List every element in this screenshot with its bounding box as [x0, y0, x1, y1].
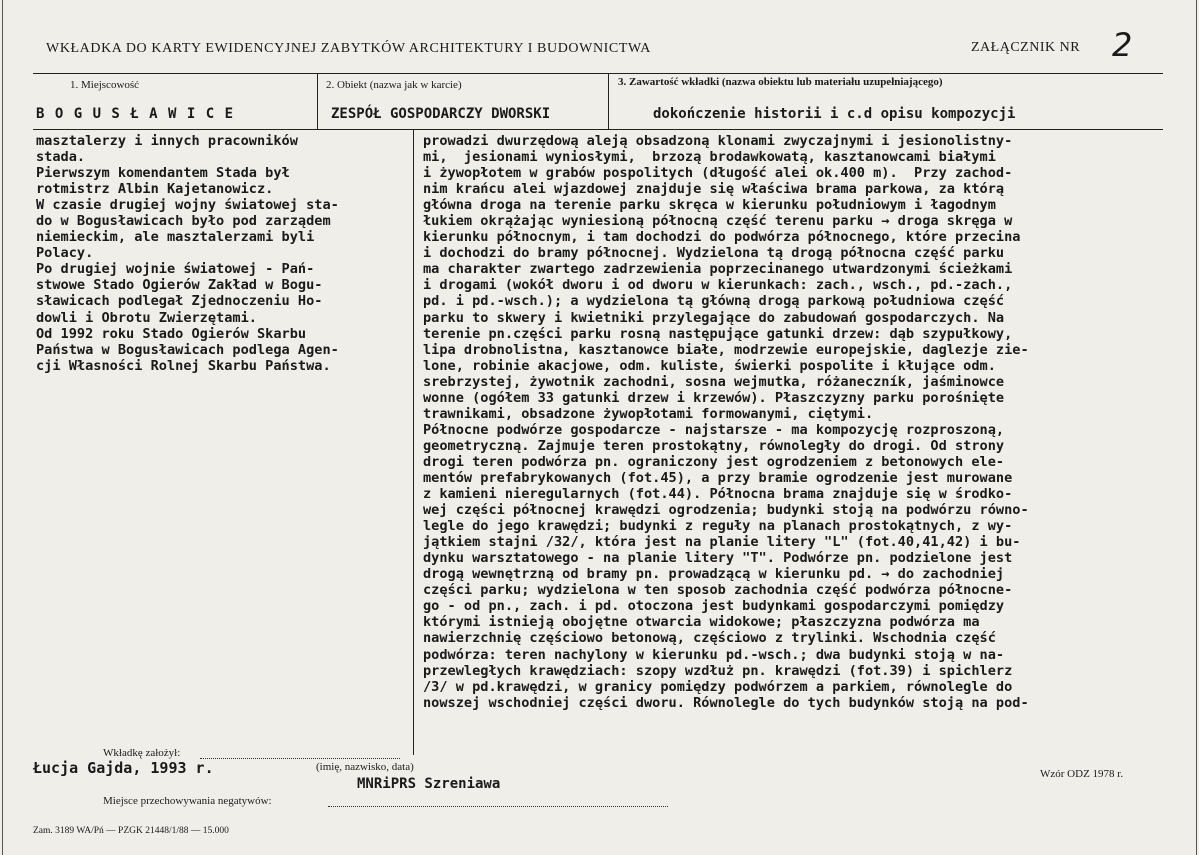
text-line: legle do jego krawędzi; budynki z reguły na planach prostokątnych, z wy-: [423, 518, 1013, 535]
text-line: Po drugiej wojnie światowej - Pań-: [36, 261, 315, 278]
text-line: z kamieni nieregularnych (fot.44). Północna brama znajduje się w środko-: [423, 486, 1013, 503]
text-line: pd. i pd.-wsch.); a wydzielona tą główną drogą parkową południowa część: [423, 293, 1005, 310]
right-column-text: [423, 133, 1029, 711]
text-line: części parku; wydzielona w ten sposob zachodnia część podwórza północne-: [423, 582, 1013, 599]
field-2-label: 2. Obiekt (nazwa jak w karcie): [326, 79, 462, 91]
field-1-value: B O G U S Ł A W I C E: [36, 106, 235, 122]
column-divider: [413, 130, 414, 755]
text-line: stwowe Stado Ogierów Zakład w Bogu-: [36, 277, 323, 294]
text-line: srebrzystej, żywotnik zachodni, sosna wejmutka, różaneczník, jaśminowce: [423, 373, 1005, 390]
text-line: niemieckim, ale masztalerzami byli: [36, 229, 315, 246]
text-line: lone, robinie akacjowe, odm. kuliste, świerki pospolite i kłujące odm.: [423, 357, 996, 374]
annex-number: 2: [1112, 26, 1133, 64]
text-line: lipa drobnolistna, kasztanowce białe, modrzewie europejskie, daglezje zie-: [423, 341, 1029, 358]
text-line: rotmistrz Albin Kajetanowicz.: [36, 181, 274, 198]
text-line: i żywopłotem w grabów pospolitych (długość alei ok.400 m). Przy zachod-: [423, 165, 1013, 182]
form-title: WKŁADKA DO KARTY EWIDENCYJNEJ ZABYTKÓW ARCHITEKTURY I BUDOWNICTWA: [46, 41, 651, 56]
text-line: dowli i Obrotu Zwierzętami.: [36, 309, 257, 326]
text-line: masztalerzy i innych pracowników: [36, 133, 298, 149]
text-line: Pierwszym komendantem Stada był: [36, 165, 290, 182]
print-order: Zam. 3189 WA/Pń — PZGK 21448/1/88 — 15.000: [33, 826, 229, 836]
insert-by-dotted-line: [200, 758, 400, 759]
text-line: nim krańcu alei wjazdowej znajduje się właściwa brama parkowa, za którą: [423, 181, 1005, 198]
header-rule-top: [33, 73, 1163, 74]
text-line: drogi teren podwórza pn. ograniczony jest ogrodzeniem z betonowych ele-: [423, 453, 1005, 470]
text-line: prowadzi dwurzędową aleją obsadzoną klonami zwyczajnymi i jesionolistny-: [423, 133, 1013, 149]
text-line: geometryczną. Zajmuje teren prostokątny, równoległy do drogi. Od strony: [423, 437, 1005, 454]
text-line: cji Własności Rolnej Skarbu Państwa.: [36, 357, 331, 374]
text-line: nowszej wschodniej części dworu. Równolegle do tych budynków stoją na pod-: [423, 694, 1029, 711]
text-line: kierunku północnym, i tam dochodzi do podwórza północnego, które przecina: [423, 229, 1021, 246]
annex-label: ZAŁĄCZNIK NR: [971, 40, 1081, 55]
field-2-value: ZESPÓŁ GOSPODARCZY DWORSKI: [331, 106, 551, 122]
text-line: wej części północnej krawędzi ogrodzenia; budynki stoją na podwórzu równo-: [423, 502, 1029, 519]
text-line: główna droga na terenie parku skręca w kierunku południowym i łagodnym: [423, 197, 996, 214]
left-column-text: [36, 133, 339, 374]
text-line: nawierzchnię częściowo betonową, częściowo z trylinki. Wschodnia część: [423, 630, 996, 647]
text-line: trawnikami, obsadzone żywopłotami formowanymi, ciętymi.: [423, 405, 874, 422]
text-line: terenie pn.części parku rosną następujące gatunki drzew: dąb szypułkowy,: [423, 325, 1013, 342]
text-line: Państwa w Bogusławicach podlega Agen-: [36, 341, 339, 358]
field-1-label: 1. Miejscowość: [70, 79, 140, 91]
storage-label: Miejsce przechowywania negatywów:: [103, 795, 272, 807]
text-line: sławicach podlegał Zjednoczeniu Ho-: [36, 293, 323, 310]
text-line: W czasie drugiej wojny światowej sta-: [36, 197, 339, 214]
text-line: i dochodzi do bramy północnej. Wydzielona tą drogą północna część parku: [423, 245, 1005, 262]
text-line: i drogami (wokół dworu i od dworu w kierunkach: zach., wsch., pd.-zach.,: [423, 277, 1013, 294]
text-line: przewległych krawędziach: szopy wzdłuż pn. krawędzi (fot.39) i spichlerz: [423, 662, 1013, 679]
text-line: do w Bogusławicach było pod zarządem: [36, 213, 331, 230]
text-line: Polacy.: [36, 245, 94, 262]
field-divider-2: [608, 73, 609, 130]
text-line: mi, jesionami wyniosłymi, brzozą brodawkowatą, kasztanowcami białymi: [423, 149, 996, 166]
storage-dotted-line: [328, 806, 668, 807]
model-label: Wzór ODZ 1978 r.: [1040, 768, 1124, 780]
page-border-left: [2, 0, 3, 855]
text-line: go - od pn., zach. i pd. otoczona jest budynkami gospodarczymi pomiędzy: [423, 598, 1005, 615]
insert-by-label: Wkładkę założył:: [103, 747, 181, 759]
text-line: dynku warsztatowego - na planie litery "T". Podwórze pn. podzielone jest: [423, 550, 1013, 567]
header-rule-bottom: [33, 129, 1163, 130]
text-line: parku to skwery i kwietniki przylegające do zabudowań gospodarczych. Na: [423, 309, 1005, 326]
field-3-label: 3. Zawartość wkładki (nazwa obiektu lub materiału uzupełniającego): [618, 76, 943, 88]
field-divider-1: [317, 73, 318, 130]
name-hint: (imię, nazwisko, data): [316, 761, 414, 773]
text-line: mentów prefabrykowanych (fot.45), a przy bramie ogrodzenie jest murowane: [423, 469, 1013, 486]
text-line: ma charakter zwartego zadrzewienia poprzecinanego utwardzonymi ścieżkami: [423, 261, 1013, 278]
text-line: jątkiem stajni /32/, która jest na planie litery "L" (fot.40,41,42) i bu-: [423, 534, 1021, 551]
storage-value: MNRiPRS Szreniawa: [357, 776, 501, 792]
text-line: Od 1992 roku Stado Ogierów Skarbu: [36, 325, 307, 342]
insert-by-value: Łucja Gajda, 1993 r.: [33, 759, 214, 777]
text-line: podwórza: teren nachylony w kierunku pd.-wsch.; dwa budynki stoją w na-: [423, 646, 1005, 663]
field-3-value: dokończenie historii i c.d opisu kompozycji: [653, 106, 1016, 122]
text-line: którymi istnieją obojętne otwarcia widokowe; płaszczyzna podwórza ma: [423, 614, 980, 631]
text-line: Północne podwórze gospodarcze - najstarsze - ma kompozycję rozproszoną,: [423, 421, 1005, 438]
text-line: drogą wewnętrzną od bramy pn. prowadzącą w kierunku pd. → do zachodniej: [423, 566, 1005, 583]
page-border-right: [1196, 0, 1197, 855]
text-line: łukiem okrążając wyniesioną północną część terenu parku → droga skręga w: [423, 213, 1013, 230]
text-line: /3/ w pd.krawędzi, w granicy pomiędzy podwórzem a parkiem, równolegle do: [423, 678, 1013, 695]
text-line: wonne (ogółem 33 gatunki drzew i krzewów). Płaszczyzny parku porośnięte: [423, 389, 1005, 406]
text-line: stada.: [36, 149, 86, 166]
